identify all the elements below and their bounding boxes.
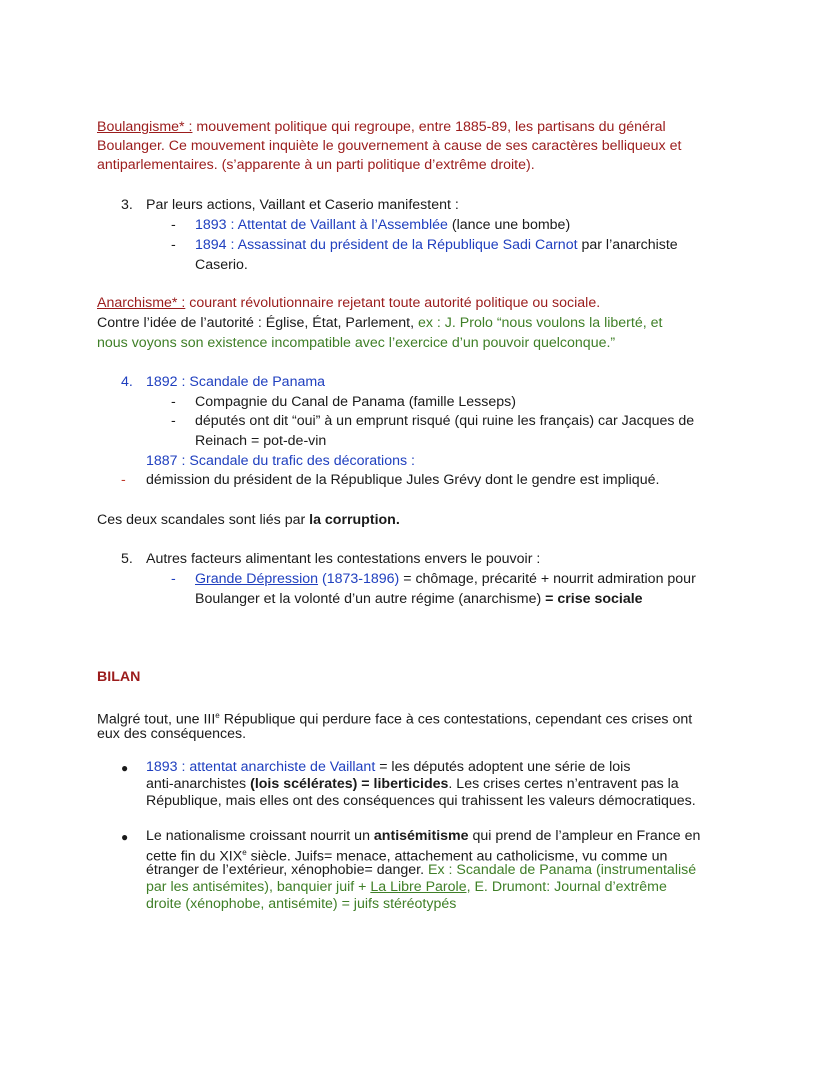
dash-marker: - <box>171 394 176 410</box>
dash-marker: - <box>171 217 176 233</box>
bullet-marker: ● <box>121 830 129 844</box>
item-4-number: 4. <box>121 374 133 390</box>
item-4-title-2: 1887 : Scandale du trafic des décorations : <box>146 453 415 469</box>
bilan-bullet-2-line-5: droite (xénophobe, antisémite) = juifs stéréotypés <box>146 896 457 912</box>
bilan-intro-sup: e <box>215 711 220 720</box>
bilan-intro-a: Malgré tout, une III <box>97 711 216 728</box>
dash-marker: - <box>171 237 176 253</box>
item-5-line-2-text: Boulanger et la volonté d’un autre régime (anarchisme) <box>195 591 546 607</box>
dash-marker: - <box>121 472 126 488</box>
corruption-bold: la corruption. <box>309 512 400 528</box>
bilan-b1-l2-a: anti-anarchistes <box>146 776 251 792</box>
anarchisme-authority: Contre l’idée de l’autorité : Église, État, Parlement, <box>97 315 418 331</box>
libre-parole-link[interactable]: La Libre Parole, <box>370 879 471 895</box>
item-4-sub-2: députés ont dit “oui” à un emprunt risqué (qui ruine les français) car Jacques de <box>195 413 695 429</box>
item-5-sub-1-rest: = chômage, précarité + nourrit admiration pour <box>399 571 696 587</box>
anarchisme-line-3: nous voyons son existence incompatible avec l’exercice d’un pouvoir quelconque.” <box>97 335 616 351</box>
dash-marker: - <box>171 571 176 587</box>
bilan-b1-l2-b: . Les crises certes n’entravent pas la <box>448 776 679 792</box>
bilan-b1-rest: = les députés adoptent une série de lois <box>375 759 631 775</box>
bilan-b2-l2-a: cette fin du XIX <box>146 848 243 865</box>
item-5-sub-1-line-2 <box>195 589 643 609</box>
grande-depression-link[interactable]: Grande Dépression <box>195 571 319 587</box>
item-3-title: Par leurs actions, Vaillant et Caserio manifestent : <box>146 197 459 213</box>
corruption-summary <box>97 510 400 530</box>
depression-years: (1873-1896) <box>318 571 400 587</box>
item-5-title: Autres facteurs alimentant les contestations envers le pouvoir : <box>146 551 541 567</box>
bilan-b2-l2-b: siècle. Juifs= menace, attachement au catholicisme, vu comme un <box>246 848 668 865</box>
boulangisme-term: Boulangisme* : <box>97 119 193 135</box>
item-3-number: 3. <box>121 197 133 213</box>
carnot-assassination: 1894 : Assassinat du président de la République Sadi Carnot <box>195 237 578 253</box>
item-4-title: 1892 : Scandale de Panama <box>146 374 326 390</box>
anarchisme-text: courant révolutionnaire rejetant toute autorité politique ou sociale. <box>185 295 601 311</box>
anarchisme-term: Anarchisme* : <box>97 295 186 311</box>
anarchisme-line-1 <box>97 293 600 313</box>
prolo-quote-start: ex : J. Prolo “nous voulons la liberté, et <box>417 315 663 331</box>
bilan-b2-l1-b: qui prend de l’ampleur en France en <box>468 828 701 844</box>
bilan-b2-l4-a: par les antisémites), banquier juif + <box>146 879 371 895</box>
vaillant-attack-1893: 1893 : attentat anarchiste de Vaillant <box>146 759 376 775</box>
boulangisme-line-2: Boulanger. Ce mouvement inquiète le gouvernement à cause de ses caractères belliqueux et <box>97 138 682 154</box>
bilan-b2-l4-b: E. Drumont: Journal d’extrême <box>470 879 667 895</box>
summary-text: Ces deux scandales sont liés par <box>97 512 310 528</box>
bullet-marker: ● <box>121 761 129 775</box>
lois-scelerates-bold: (lois scélérates) = liberticides <box>250 776 449 792</box>
bilan-bullet-1-line-3: République, mais elles ont des conséquences qui trahissent les valeurs démocratiques. <box>146 793 696 809</box>
bilan-intro-b: République qui perdure face à ces contestations, cependant ces crises ont <box>219 711 693 728</box>
item-4-sub-2-line-2: Reinach = pot-de-vin <box>195 433 327 449</box>
item-3-sub-2-rest: par l’anarchiste <box>577 237 678 253</box>
item-5-sub-1 <box>195 569 696 589</box>
crise-sociale-bold: = crise sociale <box>545 591 643 607</box>
vaillant-attack: 1893 : Attentat de Vaillant à l’Assemblée <box>195 217 448 233</box>
item-4-sub-3: démission du président de la République Jules Grévy dont le gendre est impliqué. <box>146 472 660 488</box>
item-3-sub-2 <box>195 235 678 255</box>
bilan-b2-l1-a: Le nationalisme croissant nourrit un <box>146 828 374 844</box>
bilan-heading: BILAN <box>97 669 141 685</box>
item-3-sub-1-rest: (lance une bombe) <box>447 217 571 233</box>
panama-example: Ex : Scandale de Panama (instrumentalisé <box>427 862 697 878</box>
bilan-b2-sup: e <box>242 848 247 857</box>
bilan-intro-line-2: eux des conséquences. <box>97 726 247 742</box>
bilan-b2-l3-a: étranger de l’extérieur, xénophobie= danger. <box>146 862 428 878</box>
boulangisme-text: mouvement politique qui regroupe, entre 1885-89, les partisans du général <box>192 119 666 135</box>
item-3-sub-2-line-2: Caserio. <box>195 257 248 273</box>
boulangisme-line-1 <box>97 117 666 137</box>
item-4-sub-1: Compagnie du Canal de Panama (famille Lesseps) <box>195 394 516 410</box>
antisemitisme-bold: antisémitisme <box>373 828 469 844</box>
dash-marker: - <box>171 413 176 429</box>
item-5-number: 5. <box>121 551 133 567</box>
item-3-sub-1 <box>195 215 570 235</box>
anarchisme-line-2 <box>97 313 662 333</box>
boulangisme-line-3: antiparlementaires. (s’apparente à un parti politique d’extrême droite). <box>97 157 535 173</box>
